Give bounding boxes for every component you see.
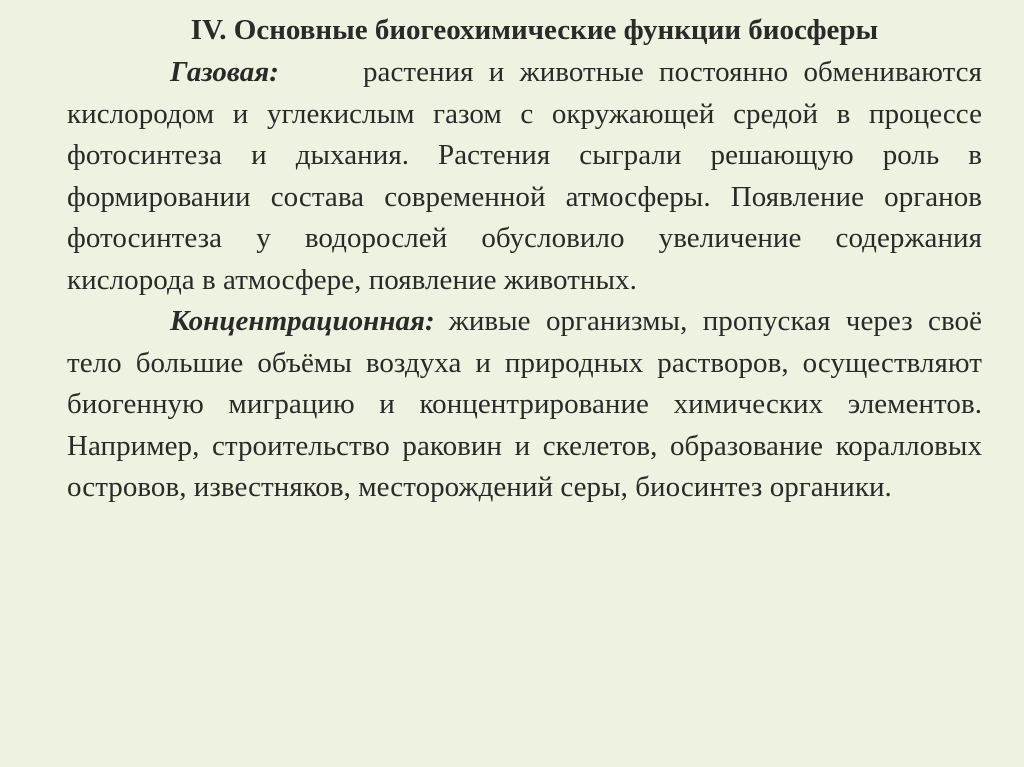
term-concentration: Концентрационная: <box>170 305 435 337</box>
term-gas: Газовая: <box>170 56 279 88</box>
paragraph-gas-text: растения и животные постоянно обмениваются кислородом и углекислым газом с окружающей средой в процессе фотосинтеза и дыхания. Растения сыграли решающую роль в формировании состава современной атмосферы. Появление органов фотосинтеза у водорослей обусловило увеличение содержания кислорода в атмосфере, появление животных. <box>67 56 982 296</box>
paragraph-gas-function <box>67 52 982 301</box>
paragraph-concentration-function <box>67 301 982 509</box>
paragraph-concentration-text: живые организмы, пропуская через своё тело большие объёмы воздуха и природных растворов, осуществляют биогенную миграцию и концентрирование химических элементов. Например, строительство раковин и скелетов, образование коралловых островов, известняков, месторождений серы, биосинтез органики. <box>67 305 982 503</box>
slide-title: IV. Основные биогеохимические функции биосферы <box>190 14 879 46</box>
